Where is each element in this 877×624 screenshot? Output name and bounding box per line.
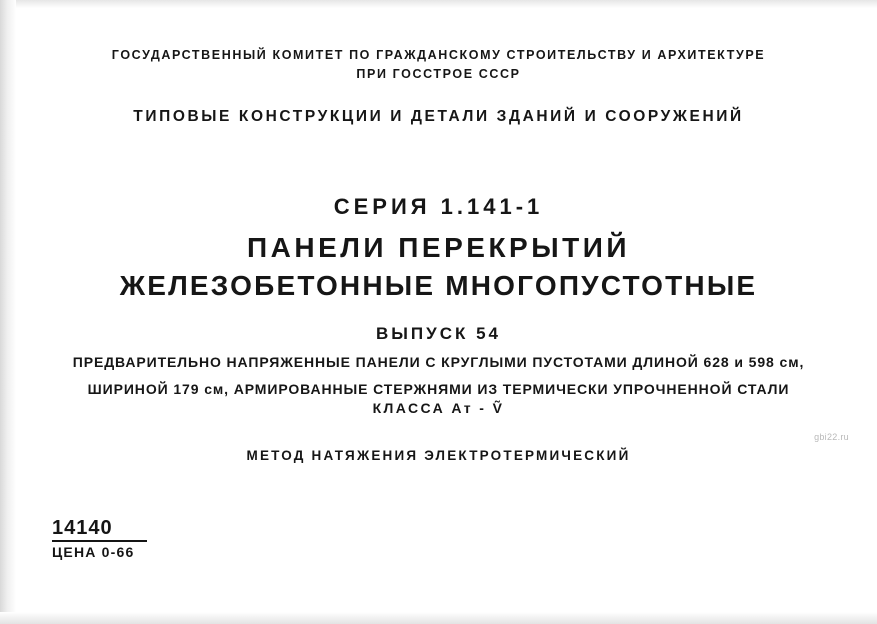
stamp-number: 14140 xyxy=(52,517,113,539)
issue-number: ВЫПУСК 54 xyxy=(376,324,501,343)
organization-line-2: ПРИ ГОССТРОЕ СССР xyxy=(356,67,521,81)
series-collection-title: ТИПОВЫЕ КОНСТРУКЦИИ И ДЕТАЛИ ЗДАНИЙ И СООРУЖЕНИЙ xyxy=(133,108,744,125)
method-line: МЕТОД НАТЯЖЕНИЯ ЭЛЕКТРОТЕРМИЧЕСКИЙ xyxy=(246,448,631,463)
organization-line-1: ГОСУДАРСТВЕННЫЙ КОМИТЕТ ПО ГРАЖДАНСКОМУ СТРОИТЕЛЬСТВУ И АРХИТЕКТУРЕ xyxy=(111,48,766,62)
stamp-price: ЦЕНА 0-66 xyxy=(52,544,135,560)
main-title-line-2: ЖЕЛЕЗОБЕТОННЫЕ МНОГОПУСТОТНЫЕ xyxy=(119,270,758,301)
main-title-line-1: ПАНЕЛИ ПЕРЕКРЫТИЙ xyxy=(247,232,630,263)
description-line-3: КЛАССА Ат - Ṽ xyxy=(372,400,505,416)
price-stamp xyxy=(52,518,172,560)
series-number: СЕРИЯ 1.141-1 xyxy=(333,194,544,219)
watermark-text: gbi22.ru xyxy=(814,432,849,442)
description-line-2: ШИРИНОЙ 179 см, АРМИРОВАННЫЕ СТЕРЖНЯМИ ИЗ ТЕРМИЧЕСКИ УПРОЧНЕННОЙ СТАЛИ xyxy=(87,381,790,397)
description-line-1: ПРЕДВАРИТЕЛЬНО НАПРЯЖЕННЫЕ ПАНЕЛИ С КРУГЛЫМИ ПУСТОТАМИ ДЛИНОЙ 628 и 598 см, xyxy=(72,354,805,370)
stamp-underline xyxy=(52,540,147,542)
